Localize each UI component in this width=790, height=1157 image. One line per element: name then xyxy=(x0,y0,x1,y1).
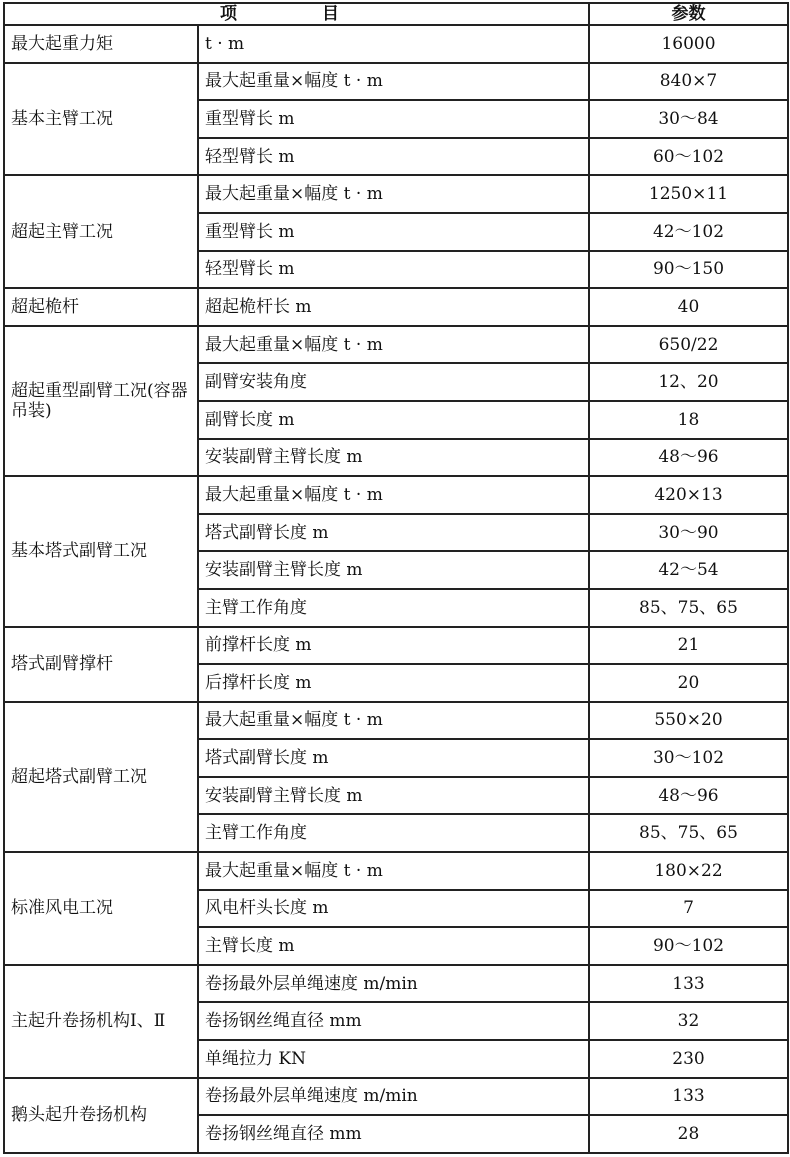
table-row xyxy=(4,627,788,665)
value-cell: 32 xyxy=(589,1002,788,1040)
item-cell: 塔式副臂长度 m xyxy=(198,514,589,552)
item-cell: 超起桅杆长 m xyxy=(198,288,589,326)
value-cell: 85、75、65 xyxy=(589,814,788,852)
item-cell: 最大起重量×幅度 t · m xyxy=(198,852,589,890)
item-cell: 最大起重量×幅度 t · m xyxy=(198,702,589,740)
value-cell: 48～96 xyxy=(589,777,788,815)
value-cell: 60～102 xyxy=(589,138,788,176)
category-cell: 最大起重力矩 xyxy=(4,25,198,63)
table-row xyxy=(4,63,788,101)
table-row xyxy=(4,326,788,364)
value-cell: 840×7 xyxy=(589,63,788,101)
value-cell: 650/22 xyxy=(589,326,788,364)
value-cell: 90～102 xyxy=(589,927,788,965)
item-cell: t · m xyxy=(198,25,589,63)
value-cell: 30～90 xyxy=(589,514,788,552)
item-cell: 最大起重量×幅度 t · m xyxy=(198,476,589,514)
value-cell: 85、75、65 xyxy=(589,589,788,627)
category-cell: 超起主臂工况 xyxy=(4,175,198,288)
table-row xyxy=(4,965,788,1003)
table-row xyxy=(4,476,788,514)
item-cell: 单绳拉力 KN xyxy=(198,1040,589,1078)
value-cell: 28 xyxy=(589,1115,788,1153)
category-cell: 鹅头起升卷扬机构 xyxy=(4,1078,198,1153)
header-item: 项 目 xyxy=(4,3,589,25)
item-cell: 最大起重量×幅度 t · m xyxy=(198,326,589,364)
item-cell: 最大起重量×幅度 t · m xyxy=(198,175,589,213)
item-cell: 重型臂长 m xyxy=(198,213,589,251)
category-cell: 基本主臂工况 xyxy=(4,63,198,176)
item-cell: 风电杆头长度 m xyxy=(198,890,589,928)
item-cell: 后撑杆长度 m xyxy=(198,664,589,702)
value-cell: 42～54 xyxy=(589,551,788,589)
value-cell: 7 xyxy=(589,890,788,928)
value-cell: 40 xyxy=(589,288,788,326)
item-cell: 安装副臂主臂长度 m xyxy=(198,439,589,477)
item-cell: 卷扬最外层单绳速度 m/min xyxy=(198,965,589,1003)
table-row xyxy=(4,1078,788,1116)
value-cell: 20 xyxy=(589,664,788,702)
item-cell: 轻型臂长 m xyxy=(198,251,589,289)
value-cell: 30～84 xyxy=(589,100,788,138)
value-cell: 12、20 xyxy=(589,363,788,401)
header-row xyxy=(4,3,788,25)
table-row xyxy=(4,288,788,326)
value-cell: 18 xyxy=(589,401,788,439)
item-cell: 前撑杆长度 m xyxy=(198,627,589,665)
category-cell: 塔式副臂撑杆 xyxy=(4,627,198,702)
category-cell: 超起重型副臂工况(容器吊装) xyxy=(4,326,198,476)
category-cell: 超起塔式副臂工况 xyxy=(4,702,198,852)
value-cell: 90～150 xyxy=(589,251,788,289)
item-cell: 主臂工作角度 xyxy=(198,589,589,627)
value-cell: 16000 xyxy=(589,25,788,63)
table-row xyxy=(4,25,788,63)
item-cell: 副臂长度 m xyxy=(198,401,589,439)
item-cell: 主臂长度 m xyxy=(198,927,589,965)
item-cell: 最大起重量×幅度 t · m xyxy=(198,63,589,101)
value-cell: 21 xyxy=(589,627,788,665)
item-cell: 卷扬钢丝绳直径 mm xyxy=(198,1115,589,1153)
item-cell: 卷扬钢丝绳直径 mm xyxy=(198,1002,589,1040)
item-cell: 卷扬最外层单绳速度 m/min xyxy=(198,1078,589,1116)
item-cell: 塔式副臂长度 m xyxy=(198,739,589,777)
value-cell: 230 xyxy=(589,1040,788,1078)
header-param: 参数 xyxy=(589,3,788,25)
item-cell: 重型臂长 m xyxy=(198,100,589,138)
value-cell: 133 xyxy=(589,1078,788,1116)
item-cell: 安装副臂主臂长度 m xyxy=(198,551,589,589)
spec-table xyxy=(3,2,789,1154)
value-cell: 48～96 xyxy=(589,439,788,477)
value-cell: 30～102 xyxy=(589,739,788,777)
item-cell: 安装副臂主臂长度 m xyxy=(198,777,589,815)
table-row xyxy=(4,852,788,890)
category-cell: 标准风电工况 xyxy=(4,852,198,965)
item-cell: 轻型臂长 m xyxy=(198,138,589,176)
category-cell: 主起升卷扬机构Ⅰ、Ⅱ xyxy=(4,965,198,1078)
category-cell: 超起桅杆 xyxy=(4,288,198,326)
item-cell: 主臂工作角度 xyxy=(198,814,589,852)
value-cell: 180×22 xyxy=(589,852,788,890)
table-row xyxy=(4,175,788,213)
value-cell: 42～102 xyxy=(589,213,788,251)
table-row xyxy=(4,702,788,740)
category-cell: 基本塔式副臂工况 xyxy=(4,476,198,626)
value-cell: 133 xyxy=(589,965,788,1003)
value-cell: 420×13 xyxy=(589,476,788,514)
item-cell: 副臂安装角度 xyxy=(198,363,589,401)
value-cell: 1250×11 xyxy=(589,175,788,213)
value-cell: 550×20 xyxy=(589,702,788,740)
